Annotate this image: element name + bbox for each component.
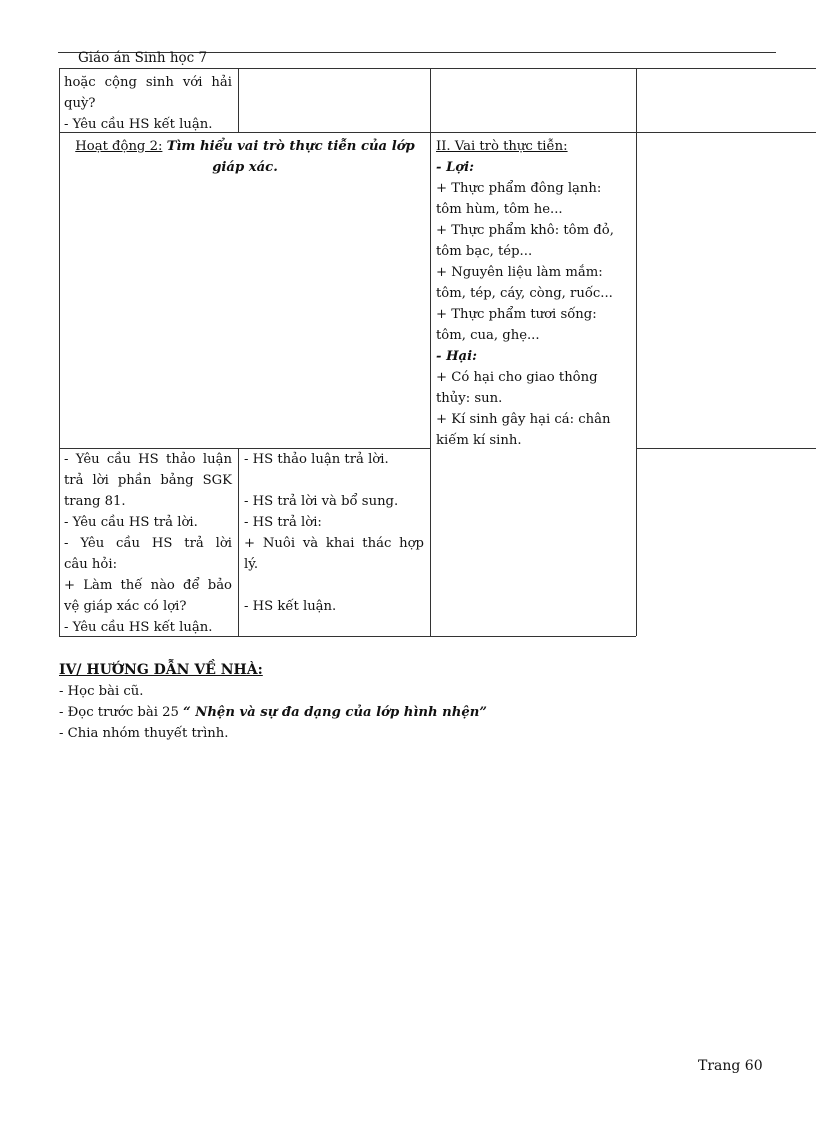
document-header-title: Giáo án Sinh học 7 [78, 50, 208, 66]
benefit-line: tôm hùm, tôm he... [436, 202, 563, 217]
benefit-line: tôm bạc, tép... [436, 244, 533, 259]
teacher-line: hoặc cộng sinh với hải [64, 75, 232, 90]
section-heading-practical-role: II. Vai trò thực tiễn: [436, 139, 568, 154]
teacher-line: - Yêu cầu HS kết luận. [64, 620, 213, 635]
teacher-line: - Yêu cầu HS trả lời [64, 536, 232, 551]
table-divider-col2 [430, 68, 431, 636]
table-border-left [59, 68, 60, 636]
harm-label: - Hại: [436, 349, 477, 364]
teacher-line: quỳ? [64, 96, 96, 111]
bottom-row-student-cell [244, 449, 424, 617]
student-line: - HS kết luận. [244, 599, 337, 614]
harm-line: + Có hại cho giao thông [436, 370, 598, 385]
teacher-line: - Yêu cầu HS trả lời. [64, 515, 198, 530]
teacher-line: + Làm thế nào để bảo [64, 578, 232, 593]
benefit-line: tôm, tép, cáy, còng, ruốc... [436, 286, 613, 301]
benefit-line: + Nguyên liệu làm mắm: [436, 265, 603, 280]
bottom-row-teacher-cell [64, 449, 232, 638]
activity-2-title-line2: giáp xác. [212, 160, 278, 175]
next-lesson-title: “ Nhện và sự đa dạng của lớp hình nhện” [183, 705, 487, 720]
table-top-border [59, 68, 816, 69]
teacher-line: - Yêu cầu HS kết luận. [64, 117, 213, 132]
homework-list [59, 681, 487, 744]
activity-2-title-line1: Tìm hiểu vai trò thực tiễn của lớp [166, 139, 415, 154]
homework-item-prefix: - Đọc trước bài 25 [59, 705, 184, 720]
student-line: - HS trả lời và bổ sung. [244, 494, 399, 509]
student-line: lý. [244, 557, 259, 572]
student-line [244, 470, 424, 491]
table-row-divider-2-right [636, 448, 816, 449]
benefit-line: + Thực phẩm đông lạnh: [436, 181, 602, 196]
activity-2-title [64, 136, 426, 178]
table-divider-bottom-col1 [238, 448, 239, 636]
table-border-right [636, 68, 637, 636]
teacher-line: trả lời phần bảng SGK [64, 473, 232, 488]
student-line: - HS trả lời: [244, 515, 322, 530]
homework-item: - Chia nhóm thuyết trình. [59, 726, 229, 741]
benefit-line: + Thực phẩm khô: tôm đỏ, [436, 223, 614, 238]
teacher-line: trang 81. [64, 494, 126, 509]
teacher-line: câu hỏi: [64, 557, 118, 572]
benefit-line: tôm, cua, ghẹ... [436, 328, 540, 343]
benefit-line: + Thực phẩm tươi sống: [436, 307, 597, 322]
content-cell [436, 136, 632, 451]
homework-item [59, 702, 487, 723]
teacher-line: - Yêu cầu HS thảo luận [64, 452, 232, 467]
benefit-label: - Lợi: [436, 160, 475, 175]
page-number: Trang 60 [698, 1058, 763, 1074]
harm-line: + Kí sinh gây hại cá: chân [436, 412, 611, 427]
harm-line: thủy: sun. [436, 391, 503, 406]
activity-2-label: Hoạt động 2: [75, 139, 163, 154]
student-line [244, 575, 424, 596]
homework-heading: IV/ HƯỚNG DẪN VỀ NHÀ: [59, 662, 263, 678]
table-divider-top-col1 [238, 68, 239, 132]
homework-item: - Học bài cũ. [59, 684, 144, 699]
top-row-teacher-cell [64, 72, 232, 135]
student-line: + Nuôi và khai thác hợp [244, 536, 424, 551]
harm-line: kiếm kí sinh. [436, 433, 522, 448]
teacher-line: vệ giáp xác có lợi? [64, 599, 187, 614]
student-line: - HS thảo luận trả lời. [244, 452, 389, 467]
